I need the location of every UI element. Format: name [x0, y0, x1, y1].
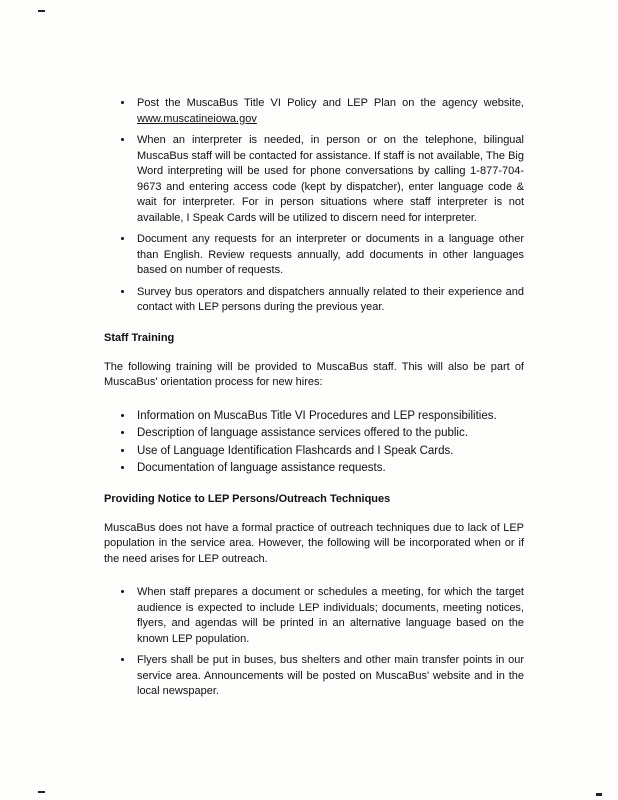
staff-training-bullet-list [104, 409, 524, 477]
bullet-document-requests: • Document any requests for an interpreter or documents in a language other than English. Review requests annually, add documents in other languages based on number of requests. [134, 232, 524, 279]
bullet-title-vi-procedures: • Information on MuscaBus Title VI Procedures and LEP responsibilities. [134, 409, 524, 425]
bullet-flashcards: • Use of Language Identification Flashcards and I Speak Cards. [134, 444, 524, 460]
agency-website-link[interactable]: www.muscatineiowa.gov [137, 112, 257, 125]
bullet-language-assistance-description: • Description of language assistance services offered to the public. [134, 426, 524, 442]
policy-bullet-list [104, 96, 524, 316]
lep-outreach-intro: MuscaBus does not have a formal practice of outreach techniques due to lack of LEP population in the service area. However, the following will be incorporated when or if the need arises for LEP outreach. [104, 521, 524, 565]
bullet-post-policy [134, 96, 524, 127]
bullet-alternative-language-documents: • When staff prepares a document or schedules a meeting, for which the target audience is expected to include LEP individuals; documents, meeting notices, flyers, and agendas will be printed in an alternative language based on the known LEP population. [134, 585, 524, 647]
document-page [104, 96, 524, 706]
scan-artifact-top-left [38, 10, 45, 12]
bullet-flyers-placement: • Flyers shall be put in buses, bus shelters and other main transfer points in our service area. Announcements will be posted on MuscaBus' website and in the local newspaper. [134, 653, 524, 700]
staff-training-heading: Staff Training [104, 331, 175, 344]
bullet-survey-operators: • Survey bus operators and dispatchers annually related to their experience and contact with LEP persons during the previous year. [134, 285, 524, 316]
bullet-documentation-requests: • Documentation of language assistance requests. [134, 461, 524, 477]
bullet-text: Post the MuscaBus Title VI Policy and LEP Plan on the agency website, [137, 97, 524, 109]
scan-artifact-bottom-right [596, 793, 602, 796]
bullet-interpreter-procedure: • When an interpreter is needed, in person or on the telephone, bilingual MuscaBus staff will be contacted for assistance. If staff is not available, The Big Word interpreting will be used for phone conversations by calling 1-877-704-9673 and entering access code (kept by dispatcher), enter language code & wait for interpreter. For in person situations where staff interpreter is not available, I Speak Cards will be utilized to discern need for interpreter. [134, 133, 524, 226]
staff-training-intro: The following training will be provided to MuscaBus staff. This will also be part of MuscaBus' orientation process for new hires: [104, 360, 524, 388]
lep-outreach-heading: Providing Notice to LEP Persons/Outreach Techniques [104, 492, 391, 505]
scan-artifact-bottom-left [38, 791, 45, 793]
lep-outreach-bullet-list [104, 585, 524, 700]
